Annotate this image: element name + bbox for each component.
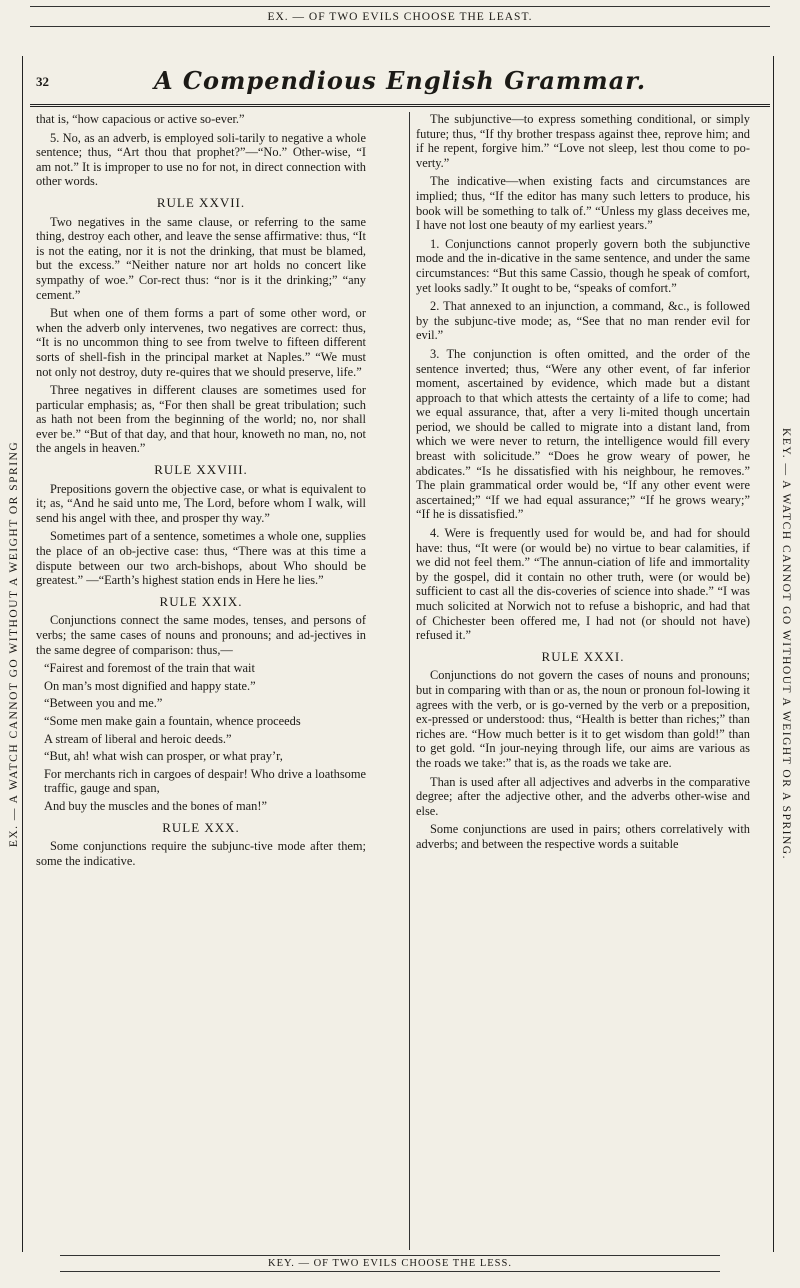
paragraph: that is, “how capacious or active so-ever.” — [36, 112, 245, 126]
running-head: A Compendious English Grammar. — [153, 66, 647, 95]
right-column — [416, 112, 750, 856]
bottom-banner: KEY. — OF TWO EVILS CHOOSE THE LESS. — [60, 1255, 720, 1272]
column-divider — [409, 112, 410, 1250]
paragraph: Conjunctions connect the same modes, tenses, and persons of verbs; the same cases of nouns and pronouns; and ad-jectives in the same degree of comparison: thus,— — [36, 613, 366, 657]
rule-heading: RULE XXIX. — [159, 593, 243, 609]
paragraph: 5. No, as an adverb, is employed soli-tarily to negative a whole sentence; thus, “Art thou that prophet?”—“No.” Other-wise, “I am not.” It is improper to use no for not, in direct connection with other words. — [36, 130, 366, 189]
paragraph: 4. Were is frequently used for would be, and had for should have: thus, “It were (or would be) no virtue to bear calamities, if we did not feel them.” “The annun-ciation of life and immortality by the gospel, did it contain no other truth, were (or would be) sufficient to cast all the dis-coveries of science into shade.” “I was much solicited at Norwich not to refuse a bishopric, and had that of Chichester been offered me, I had not (or should not have) refused it.” — [416, 526, 750, 643]
paragraph: 2. That annexed to an injunction, a command, &c., is followed by the subjunc-tive mode; as, “See that no man render evil for evil.” — [416, 299, 750, 343]
left-column — [36, 112, 366, 872]
left-side-banner-text: EX. — A WATCH CANNOT GO WITHOUT A WEIGHT OR SPRING — [8, 440, 20, 848]
quotation-line: On man’s most dignified and happy state.” — [44, 678, 256, 693]
quotation-line: And buy the muscles and the bones of man!” — [44, 798, 267, 813]
paragraph: Prepositions govern the objective case, or what is equivalent to it; as, “And he said unto me, The Lord, before whom I walk, will send his angel with thee, and prosper thy way.” — [36, 481, 366, 525]
paragraph: Conjunctions do not govern the cases of nouns and pronouns; but in comparing with than or as, the noun or pronoun fol-lowing it agrees with the verb, or is go-verned by the verb or a preposition, ex-pressed or understood: thus, “Health is better than riches;” than riches are. “How much better is it to get wisdom than gold!” than to get gold. “In jour-neying through life, our aims are various as the roads we take:” that is, as the roads we take are. — [416, 668, 750, 770]
quotation-line: A stream of liberal and heroic deeds.” — [44, 731, 232, 746]
right-side-banner-text: KEY. — A WATCH CANNOT GO WITHOUT A WEIGHT OR A SPRING. — [780, 428, 792, 860]
rule-heading: RULE XXX. — [162, 819, 240, 835]
paragraph: Two negatives in the same clause, or referring to the same thing, destroy each other, and leave the sense affirmative: thus, “It is not the eating, nor it is not the drinking, that must be blamed, but the excess.” “Neither nature nor art holds no concert like sympathy of woe.” Cor-rect thus: “nor is it the drinking;” “any cement.” — [36, 214, 366, 302]
quotation-line: “Some men make gain a fountain, whence proceeds — [44, 713, 301, 728]
paragraph: 3. The conjunction is often omitted, and the order of the sentence inverted; thus, “Were any other event, of far inferior moment, ascertained by evidence, which made but a distant approach to that which attests the certainty of a life to come; had we equal assurance, that, after a very li-mited though uncertain period, we should be called to migrate into a distant land, from which we were never to return, the intelligence would fill every breast with solicitude.” “Does he grow weary of power, he abdicates.” “Is he dissatisfied with his neighbour, he removes.” The plain grammatical order would be, “If any other event were ascertained;” “If we had equal assurance;” “If he grows weary;” “If he is dissatisfied.” — [416, 346, 750, 522]
paragraph: Some conjunctions require the subjunc-tive mode after them; some the indicative. — [36, 839, 366, 868]
paragraph: 1. Conjunctions cannot properly govern both the subjunctive mode and the in-dicative in the same sentence, and under the same circumstances: “But this same Cassio, though he speak of comfort, yet looks sadly.” It ought to be, “speaks of comfort.” — [416, 236, 750, 295]
page-number: 32 — [36, 74, 49, 89]
paragraph: The indicative—when existing facts and circumstances are implied; thus, “If the editor has many such letters to produce, his book will be something to talk of.” “Unless my glass deceives me, I have not lost one beauty of my earliest years.” — [416, 174, 750, 233]
rule-heading: RULE XXVII. — [156, 194, 246, 210]
paragraph: Some conjunctions are used in pairs; others correlatively with adverbs; and between the respective words a suitable — [416, 822, 750, 851]
quotation-line: “Between you and me.” — [44, 696, 163, 711]
paragraph: Than is used after all adjectives and adverbs in the comparative degree; after the adjective other, and the adverbs other-wise and else. — [416, 774, 750, 818]
top-banner: EX. — OF TWO EVILS CHOOSE THE LEAST. — [30, 6, 770, 27]
paragraph: The subjunctive—to express something conditional, or simply future; thus, “If thy brother trespass against thee, reprove him; and if he repent, forgive him.” “Love not sleep, lest thou come to po-verty.” — [416, 112, 750, 170]
quotation-line: “But, ah! what wish can prosper, or what pray’r, — [44, 749, 283, 764]
rule-heading: RULE XXVIII. — [154, 462, 248, 478]
quotation-line: “Fairest and foremost of the train that wait — [44, 661, 255, 676]
paragraph: Sometimes part of a sentence, sometimes a whole one, supplies the place of an ob-jective case: thus, “There was at this time a dispute between our two arch-bishops, about Who should be greatest.” —“Earth’s highest station ends in Here he lies.” — [36, 529, 366, 588]
page-header — [30, 64, 770, 107]
quotation-line: For merchants rich in cargoes of despair! Who drive a loathsome traffic, gauge and span, — [44, 766, 366, 796]
paragraph: But when one of them forms a part of some other word, or when the adverb only intervenes, two negatives are correct: thus, “It is no uncommon thing to see from twelve to fifteen different sorts of shell-fish in the principal market at Naples.” “We must not only not destroy, duty re-quires that we should preserve, life.” — [36, 306, 366, 379]
paragraph: Three negatives in different clauses are sometimes used for particular emphasis; as, “For then shall be great tribulation; such as hath not been from the beginning of the world; no, nor shall ever be.” “But of that day, and that hour, knoweth no man, no, not the angels in heaven.” — [36, 383, 366, 456]
rule-heading: RULE XXXI. — [541, 648, 625, 664]
